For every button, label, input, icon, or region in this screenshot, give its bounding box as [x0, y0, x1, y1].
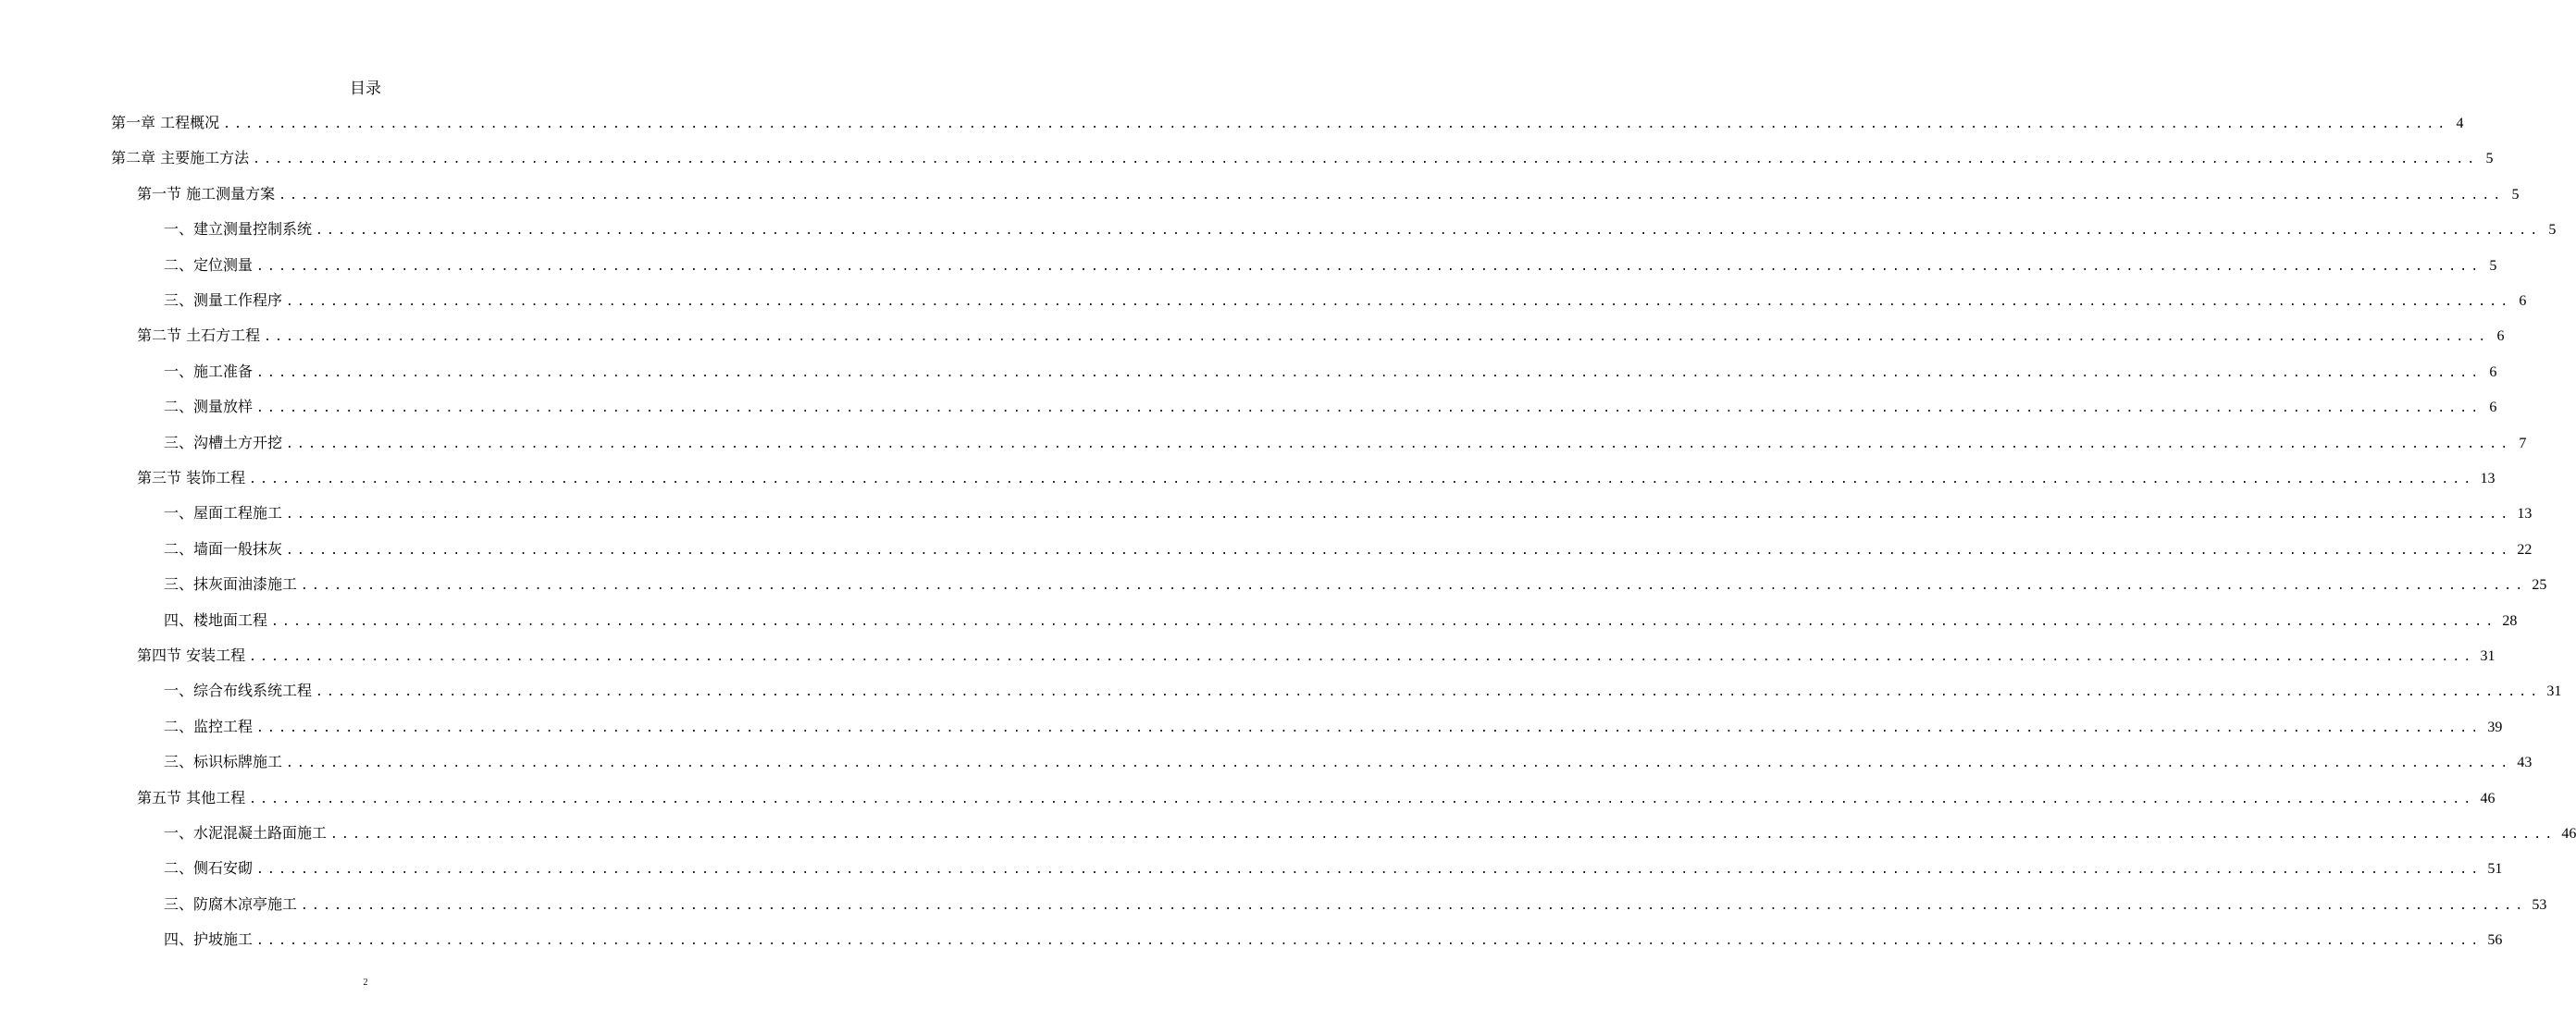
toc-entry-page: 28 — [2502, 612, 2518, 629]
toc-entry-page: 56 — [2487, 932, 2503, 949]
toc-entry-label: 第四节 安装工程 — [137, 646, 246, 664]
toc-entry-page: 53 — [2532, 896, 2547, 913]
toc-entry[interactable] — [137, 180, 2520, 208]
toc-entry-label: 一、建立测量控制系统 — [164, 220, 313, 239]
toc-dot-leader: ........................................................................................................................................................................................................ — [271, 614, 2497, 629]
toc-entry-label: 三、测量工作程序 — [164, 291, 283, 309]
toc-entry[interactable] — [164, 891, 2547, 918]
toc-entry-label: 第二节 土石方工程 — [137, 326, 261, 345]
toc-entry[interactable] — [164, 677, 2562, 705]
toc-entry-page: 5 — [2485, 151, 2494, 167]
toc-dot-leader: ........................................................................................................................................................................................................ — [223, 117, 2449, 131]
toc-dot-leader: ........................................................................................................................................................................................................ — [279, 188, 2505, 203]
toc-dot-leader: ........................................................................................................................................................................................................ — [256, 863, 2483, 878]
toc-entry[interactable] — [164, 393, 2497, 421]
toc-entry-page: 22 — [2517, 541, 2533, 558]
toc-entry[interactable] — [164, 713, 2503, 741]
toc-entry-page: 7 — [2519, 435, 2527, 451]
toc-entry-label: 四、护坡施工 — [164, 930, 254, 949]
page-number: 2 — [363, 978, 368, 988]
toc-entry[interactable] — [164, 926, 2503, 954]
toc-dot-leader: ........................................................................................................................................................................................................ — [256, 934, 2483, 949]
toc-entry-label: 第三节 装饰工程 — [137, 469, 246, 486]
toc-entry-label: 一、屋面工程施工 — [164, 504, 283, 523]
toc-entry[interactable] — [164, 819, 2576, 847]
toc-dot-leader: ........................................................................................................................................................................................................ — [256, 365, 2483, 380]
toc-entry-label: 二、侧石安砌 — [164, 859, 254, 878]
toc-entry-page: 6 — [2489, 400, 2497, 416]
toc-entry[interactable] — [111, 144, 2494, 172]
toc-entry[interactable] — [164, 215, 2557, 243]
toc-entry-page: 13 — [2480, 471, 2496, 486]
toc-dot-leader: ........................................................................................................................................................................................................ — [286, 757, 2512, 771]
toc-dot-leader: ........................................................................................................................................................................................................ — [330, 828, 2557, 842]
toc-entry[interactable] — [137, 642, 2496, 670]
toc-entry-page: 31 — [2546, 683, 2562, 700]
toc-entry[interactable] — [137, 464, 2496, 492]
toc-entry-label: 三、标识标牌施工 — [164, 753, 283, 771]
toc-entry[interactable] — [164, 358, 2497, 386]
toc-entry-label: 第一节 施工测量方案 — [137, 184, 276, 203]
toc-entry-label: 二、监控工程 — [164, 717, 254, 735]
toc-entry-page: 43 — [2517, 755, 2533, 771]
toc-entry-label: 第五节 其他工程 — [137, 788, 246, 806]
toc-entry-page: 39 — [2487, 719, 2503, 735]
toc-entry-page: 4 — [2456, 116, 2464, 131]
toc-entry-page: 25 — [2532, 577, 2547, 594]
toc-entry-page: 5 — [2511, 186, 2520, 203]
toc-dot-leader: ........................................................................................................................................................................................................ — [286, 508, 2512, 523]
toc-dot-leader: ........................................................................................................................................................................................................ — [249, 650, 2475, 664]
toc-entry[interactable] — [111, 109, 2464, 137]
toc-entry-label: 二、定位测量 — [164, 255, 254, 274]
toc-entry-label: 三、沟槽土方开挖 — [164, 433, 283, 451]
toc-entry-label: 一、施工准备 — [164, 362, 254, 380]
toc-entry[interactable] — [164, 429, 2527, 457]
toc-entry-label: 三、防腐木凉亭施工 — [164, 894, 298, 913]
toc-dot-leader: ........................................................................................................................................................................................................ — [301, 898, 2527, 913]
toc-entry[interactable] — [164, 855, 2503, 882]
toc-dot-leader: ........................................................................................................................................................................................................ — [253, 153, 2479, 167]
toc-entry[interactable] — [164, 535, 2533, 563]
toc-dot-leader: ........................................................................................................................................................................................................ — [316, 224, 2542, 239]
toc-dot-leader: ........................................................................................................................................................................................................ — [316, 685, 2542, 700]
toc-entry-page: 46 — [2480, 790, 2496, 806]
toc-entry-label: 二、墙面一般抹灰 — [164, 539, 283, 558]
toc-dot-leader: ........................................................................................................................................................................................................ — [301, 579, 2527, 594]
toc-entry-label: 第一章 工程概况 — [111, 114, 220, 131]
toc-entry[interactable] — [137, 784, 2496, 812]
toc-entry[interactable] — [164, 748, 2533, 776]
toc-dot-leader: ........................................................................................................................................................................................................ — [286, 295, 2512, 309]
toc-entry[interactable] — [164, 571, 2547, 598]
toc-entry-label: 四、楼地面工程 — [164, 610, 268, 629]
toc-dot-leader: ........................................................................................................................................................................................................ — [264, 330, 2490, 345]
toc-entry-page: 5 — [2548, 222, 2557, 239]
toc-entry-page: 46 — [2561, 826, 2576, 842]
page-title: 目录 — [350, 80, 381, 98]
toc-entry-label: 一、水泥混凝土路面施工 — [164, 824, 328, 842]
toc-entry-label: 第二章 主要施工方法 — [111, 149, 250, 167]
toc-entry-label: 二、测量放样 — [164, 398, 254, 416]
toc-dot-leader: ........................................................................................................................................................................................................ — [286, 543, 2512, 558]
toc-entry[interactable] — [137, 322, 2505, 350]
toc-entry-page: 5 — [2489, 257, 2497, 274]
toc-dot-leader: ........................................................................................................................................................................................................ — [256, 401, 2483, 416]
toc-entry-label: 三、抹灰面油漆施工 — [164, 575, 298, 594]
toc-entry-label: 一、综合布线系统工程 — [164, 682, 313, 700]
toc-dot-leader: ........................................................................................................................................................................................................ — [256, 720, 2483, 735]
toc-entry-page: 31 — [2480, 648, 2496, 664]
toc-entry[interactable] — [164, 287, 2527, 314]
toc-entry-page: 51 — [2487, 861, 2503, 878]
toc-entry[interactable] — [164, 607, 2518, 634]
toc-entry-page: 6 — [2496, 328, 2505, 345]
toc-entry-page: 6 — [2519, 293, 2527, 309]
toc-dot-leader: ........................................................................................................................................................................................................ — [286, 437, 2512, 451]
toc-dot-leader: ........................................................................................................................................................................................................ — [249, 473, 2475, 486]
toc-dot-leader: ........................................................................................................................................................................................................ — [256, 259, 2483, 274]
toc-entry-page: 6 — [2489, 363, 2497, 380]
toc-entry[interactable] — [164, 252, 2497, 279]
toc-entry[interactable] — [164, 499, 2533, 527]
toc-entry-page: 13 — [2517, 506, 2533, 523]
toc-dot-leader: ........................................................................................................................................................................................................ — [249, 792, 2475, 806]
